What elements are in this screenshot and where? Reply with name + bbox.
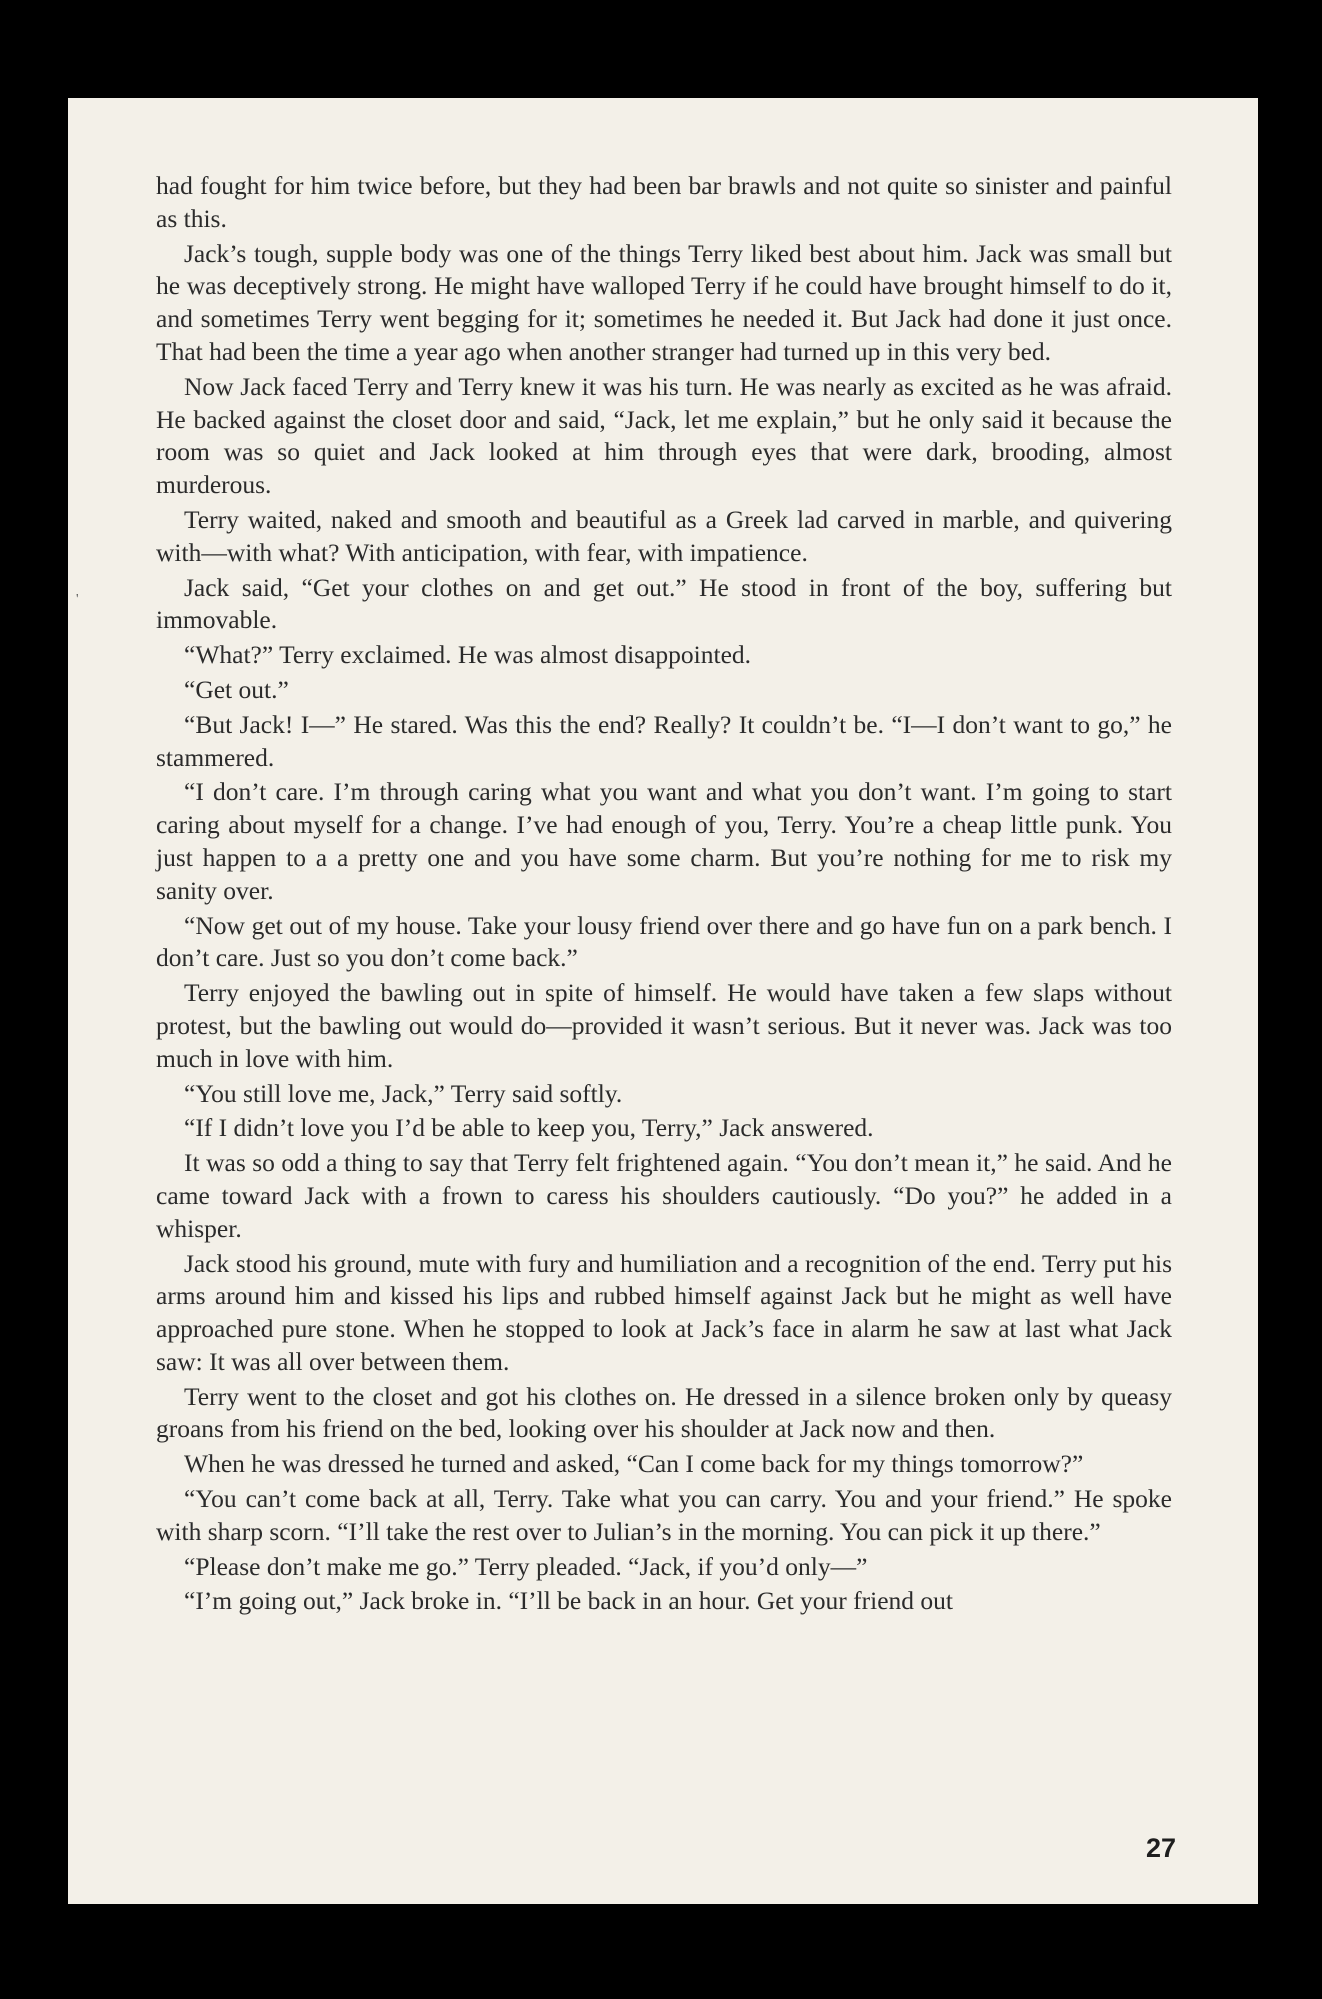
paragraph: Jack stood his ground, mute with fury and humiliation and a recognition of the end. Terry put his arms around him and kissed his lips and rubbed himself against Jack but he might as well have approached pure stone. When he stopped to look at Jack’s face in alarm he saw at last what Jack saw: It was all over between them. — [156, 1248, 1172, 1376]
paragraph: Terry enjoyed the bawling out in spite of himself. He would have taken a few slaps without protest, but the bawling out would do—provided it wasn’t serious. But it never was. Jack was too much in love with him. — [156, 978, 1172, 1073]
book-page — [68, 98, 1258, 1904]
paragraph: Jack said, “Get your clothes on and get out.” He stood in front of the boy, suffering but immovable. — [156, 572, 1172, 635]
paragraph: “Now get out of my house. Take your lousy friend over there and go have fun on a park bench. I don’t care. Just so you don’t come back.” — [156, 910, 1172, 973]
body-text — [156, 170, 1172, 1620]
paragraph: Terry went to the closet and got his clothes on. He dressed in a silence broken only by queasy groans from his friend on the bed, looking over his shoulder at Jack now and then. — [156, 1381, 1172, 1444]
paragraph: “I don’t care. I’m through caring what you want and what you don’t want. I’m going to start caring about myself for a change. I’ve had enough of you, Terry. You’re a cheap little punk. You just happen to a a pretty one and you have some charm. But you’re nothing for me to risk my sanity over. — [156, 777, 1172, 905]
paragraph: “If I didn’t love you I’d be able to keep you, Terry,” Jack answered. — [184, 1113, 874, 1143]
margin-mark: ' — [76, 592, 79, 607]
paragraph: When he was dressed he turned and asked, “Can I come back for my things tomorrow?” — [184, 1449, 1084, 1479]
paragraph: Now Jack faced Terry and Terry knew it was his turn. He was nearly as excited as he was afraid. He backed against the closet door and said, “Jack, let me explain,” but he only said it because the room was so quiet and Jack looked at him through eyes that were dark, brooding, almost murderous. — [156, 371, 1172, 500]
page-number: 27 — [1145, 1833, 1176, 1863]
paragraph: Jack’s tough, supple body was one of the things Terry liked best about him. Jack was small but he was deceptively strong. He might have walloped Terry if he could have brought himself to do it, and sometimes Terry went begging for it; sometimes he needed it. But Jack had done it just once. That had been the time a year ago when another stranger had turned up in this very bed. — [156, 238, 1172, 366]
paragraph: “You still love me, Jack,” Terry said softly. — [184, 1078, 623, 1108]
paragraph: had fought for him twice before, but they had been bar brawls and not quite so sinister and painful as this. — [156, 171, 1172, 233]
paragraph: “Get out.” — [184, 674, 289, 704]
paragraph: “I’m going out,” Jack broke in. “I’ll be back in an hour. Get your friend out — [184, 1586, 954, 1616]
paragraph: “What?” Terry exclaimed. He was almost disappointed. — [184, 640, 752, 670]
paragraph: “But Jack! I—” He stared. Was this the end? Really? It couldn’t be. “I—I don’t want to go,” he stammered. — [156, 709, 1172, 772]
paragraph: “You can’t come back at all, Terry. Take what you can carry. You and your friend.” He spoke with sharp scorn. “I’ll take the rest over to Julian’s in the morning. You can pick it up there.” — [156, 1484, 1172, 1546]
paragraph: Terry waited, naked and smooth and beautiful as a Greek lad carved in marble, and quivering with—with what? With anticipation, with fear, with impatience. — [156, 504, 1172, 567]
paragraph: It was so odd a thing to say that Terry felt frightened again. “You don’t mean it,” he said. And he came toward Jack with a frown to caress his shoulders cautiously. “Do you?” he added in a whisper. — [156, 1148, 1172, 1243]
paragraph: “Please don’t make me go.” Terry pleaded. “Jack, if you’d only—” — [184, 1551, 868, 1581]
